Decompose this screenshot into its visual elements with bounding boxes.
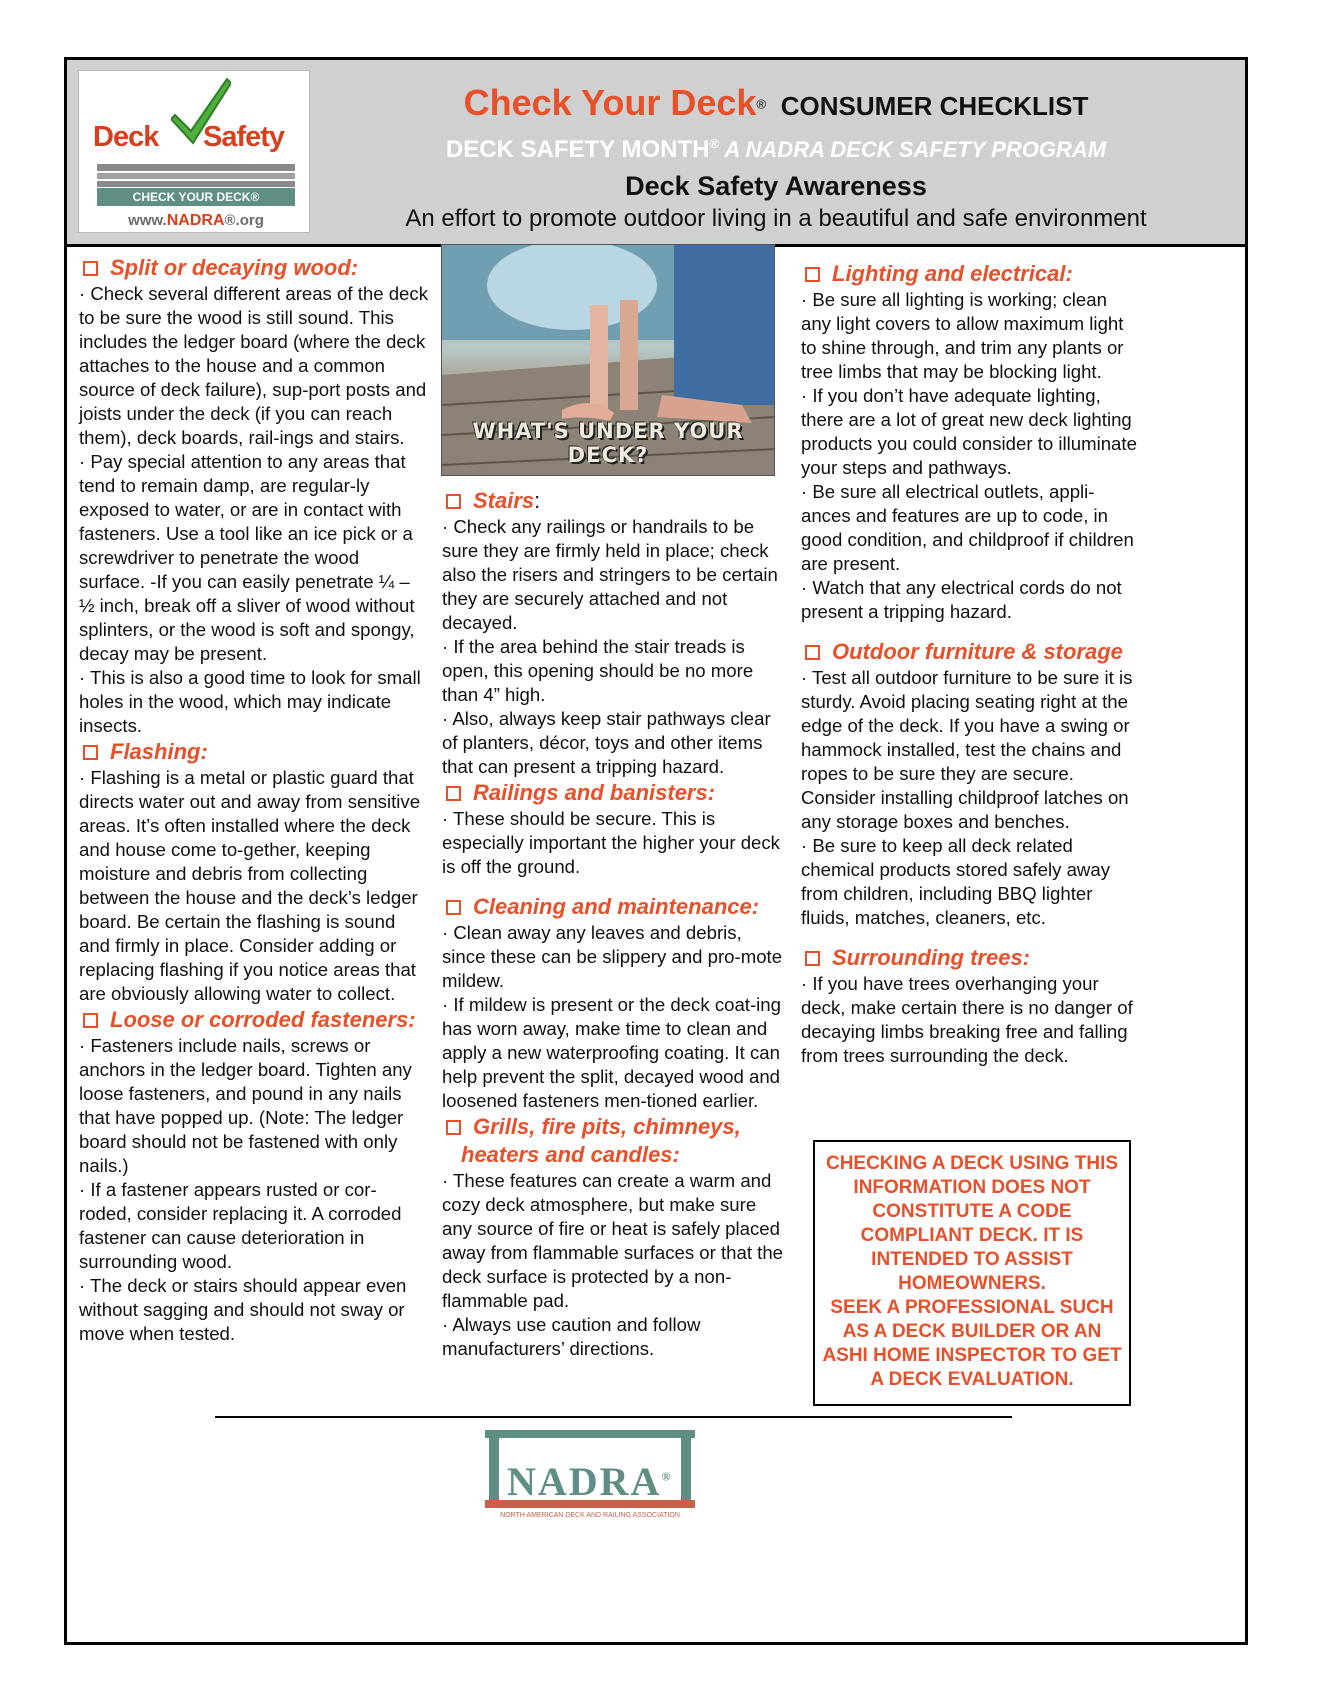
checkbox-icon[interactable]: [83, 261, 98, 276]
nadra-tagline: NORTH AMERICAN DECK AND RAILING ASSOCIATION: [500, 1512, 680, 1519]
column-left: [79, 254, 429, 1346]
list-item: · Be sure all electrical outlets, appli-ances and features are up to code, in good condition, and childproof if children are present.: [801, 481, 1134, 574]
checkbox-icon[interactable]: [446, 900, 461, 915]
list-item: · Test all outdoor furniture to be sure it is sturdy. Avoid placing seating right at the edge of the deck. If you have a swing or hammock installed, test the chains and ropes to be sure they are secure. Consider installing childproof latches on any storage boxes and benches.: [801, 667, 1133, 832]
consumer-checklist-label: CONSUMER CHECKLIST: [780, 91, 1089, 121]
list-item: · Check several different areas of the deck to be sure the wood is still sound. This includes the ledger board (where the deck attaches to the house and a common source of deck failure), sup-port posts and joists under the deck (if you can reach them), deck boards, rail-ings and stairs.: [79, 283, 428, 448]
logo-band-text: CHECK YOUR DECK®: [97, 188, 295, 206]
section-heading-grills-line2: heaters and candles:: [461, 1142, 680, 1167]
list-item: · These should be secure. This is especially important the higher your deck is off the ground.: [442, 808, 780, 877]
page-frame: [64, 57, 1248, 1645]
section-heading-furniture: Outdoor furniture & storage: [801, 638, 1141, 666]
checkbox-icon[interactable]: [805, 951, 820, 966]
list-item: · Be sure to keep all deck related chemical products stored safely away from children, including BBQ lighter fluids, matches, cleaners, etc.: [801, 835, 1111, 928]
checkbox-icon[interactable]: [446, 1120, 461, 1135]
section-heading-lighting: Lighting and electrical:: [801, 260, 1141, 288]
header-banner: [67, 60, 1245, 247]
logo-url: www.NADRA®.org: [128, 212, 264, 229]
list-item: · If you don’t have adequate lighting, there are a lot of great new deck lighting products you could consider to illuminate your steps and pathways.: [801, 385, 1137, 478]
disclaimer-box: [813, 1140, 1131, 1406]
deck-photo: [441, 244, 775, 476]
nadra-logo: [485, 1428, 695, 1522]
section-heading-fasteners: Loose or corroded fasteners:: [79, 1006, 429, 1034]
list-item: · Be sure all lighting is working; clean any light covers to allow maximum light to shine through, and trim any plants or tree limbs that may be blocking light.: [801, 289, 1124, 382]
section-heading-railings: Railings and banisters:: [442, 779, 785, 807]
section-heading-flashing: Flashing:: [79, 738, 429, 766]
checkbox-icon[interactable]: [83, 1013, 98, 1028]
checkbox-icon[interactable]: [805, 267, 820, 282]
list-item: · Fasteners include nails, screws or anchors in the ledger board. Tighten any loose fasteners, and pound in any nails that have popped up. (Note: The ledger board should not be fastened with only nails.): [79, 1035, 412, 1176]
nadra-brand: NADRA®: [507, 1459, 673, 1504]
column-middle: [442, 487, 785, 1361]
deck-safety-month-line: DECK SAFETY MONTH® A NADRA DECK SAFETY PROGRAM: [445, 136, 1107, 163]
title-registered-mark: ®: [756, 96, 767, 112]
section-heading-stairs: Stairs :: [442, 487, 785, 515]
section-heading-split: Split or decaying wood:: [79, 254, 429, 282]
disclaimer-advice: SEEK A PROFESSIONAL SUCH AS A DECK BUILDER OR AN ASHI HOME INSPECTOR TO GET A DECK EVALUATION.: [822, 1297, 1122, 1390]
section-heading-grills: Grills, fire pits, chimneys,: [442, 1113, 785, 1141]
list-item: · If the area behind the stair treads is open, this opening should be no more than 4” high.: [442, 636, 754, 705]
section-heading-trees: Surrounding trees:: [801, 944, 1141, 972]
list-item: · If you have trees overhanging your deck, make certain there is no danger of decaying limbs breaking free and falling from trees surrounding the deck.: [801, 973, 1133, 1066]
list-item: · Check any railings or handrails to be sure they are firmly held in place; check also the risers and stringers to be certain they are securely attached and not decayed.: [442, 516, 778, 633]
effort-subtitle: An effort to promote outdoor living in a beautiful and safe environment: [405, 205, 1147, 232]
column-right: [801, 260, 1141, 1068]
footer-divider: [215, 1416, 1012, 1418]
list-item: · Always use caution and follow manufacturers’ directions.: [442, 1314, 701, 1359]
list-item: · If mildew is present or the deck coat-ing has worn away, make time to clean and apply a new waterproofing coating. It can help prevent the split, decayed wood and loosened fasteners men-tioned earlier.: [442, 994, 781, 1111]
list-item: · If a fastener appears rusted or cor-roded, consider replacing it. A corroded fastener can cause deterioration in surrounding wood.: [79, 1179, 402, 1272]
photo-caption: WHAT'S UNDER YOUR DECK?: [472, 419, 744, 467]
list-item: · Pay special attention to any areas that tend to remain damp, are regular-ly exposed to water, or are in contact with fasteners. Use a tool like an ice pick or a screwdriver to penetrate the wood surface. -If you can easily penetrate ¼ – ½ inch, break off a sliver of wood without splinters, or the wood is soft and spongy, decay may be present.: [79, 451, 415, 664]
awareness-heading: Deck Safety Awareness: [625, 171, 927, 201]
list-item: · These features can create a warm and cozy deck atmosphere, but make sure any source of fire or heat is safely placed away from flammable surfaces or that the deck surface is protected by a non-flammable pad.: [442, 1170, 784, 1311]
list-item: · Watch that any electrical cords do not present a tripping hazard.: [801, 577, 1122, 622]
checkbox-icon[interactable]: [83, 745, 98, 760]
logo-word-safety: Safety: [203, 121, 285, 153]
deck-boards-icon: [97, 164, 295, 188]
logo-word-deck: Deck: [93, 121, 159, 153]
page-title: Check Your Deck: [463, 82, 757, 123]
list-item: · The deck or stairs should appear even without sagging and should not sway or move when tested.: [79, 1275, 407, 1344]
deck-safety-logo: [78, 70, 310, 233]
list-item: · Also, always keep stair pathways clear of planters, décor, toys and other items that can present a tripping hazard.: [442, 708, 771, 777]
checkbox-icon[interactable]: [446, 786, 461, 801]
header-title-row: [317, 82, 1235, 124]
list-item: · Clean away any leaves and debris, since these can be slippery and pro-mote mildew.: [442, 922, 783, 991]
checkbox-icon[interactable]: [446, 494, 461, 509]
list-item: · Flashing is a metal or plastic guard that directs water out and away from sensitive areas. It’s often installed where the deck and house come to-gether, keeping moisture and debris from collecting between the house and the deck’s ledger board. Be certain the flashing is sound and firmly in place. Consider adding or replacing flashing if you notice areas that are obviously allowing water to collect.: [79, 767, 421, 1004]
section-heading-cleaning: Cleaning and maintenance:: [442, 893, 785, 921]
list-item: · This is also a good time to look for small holes in the wood, which may indicate insects.: [79, 667, 421, 736]
checkbox-icon[interactable]: [805, 645, 820, 660]
disclaimer-text: CHECKING A DECK USING THIS INFORMATION DOES NOT CONSTITUTE A CODE COMPLIANT DECK. IT IS INTENDED TO ASSIST HOMEOWNERS.: [825, 1153, 1119, 1294]
